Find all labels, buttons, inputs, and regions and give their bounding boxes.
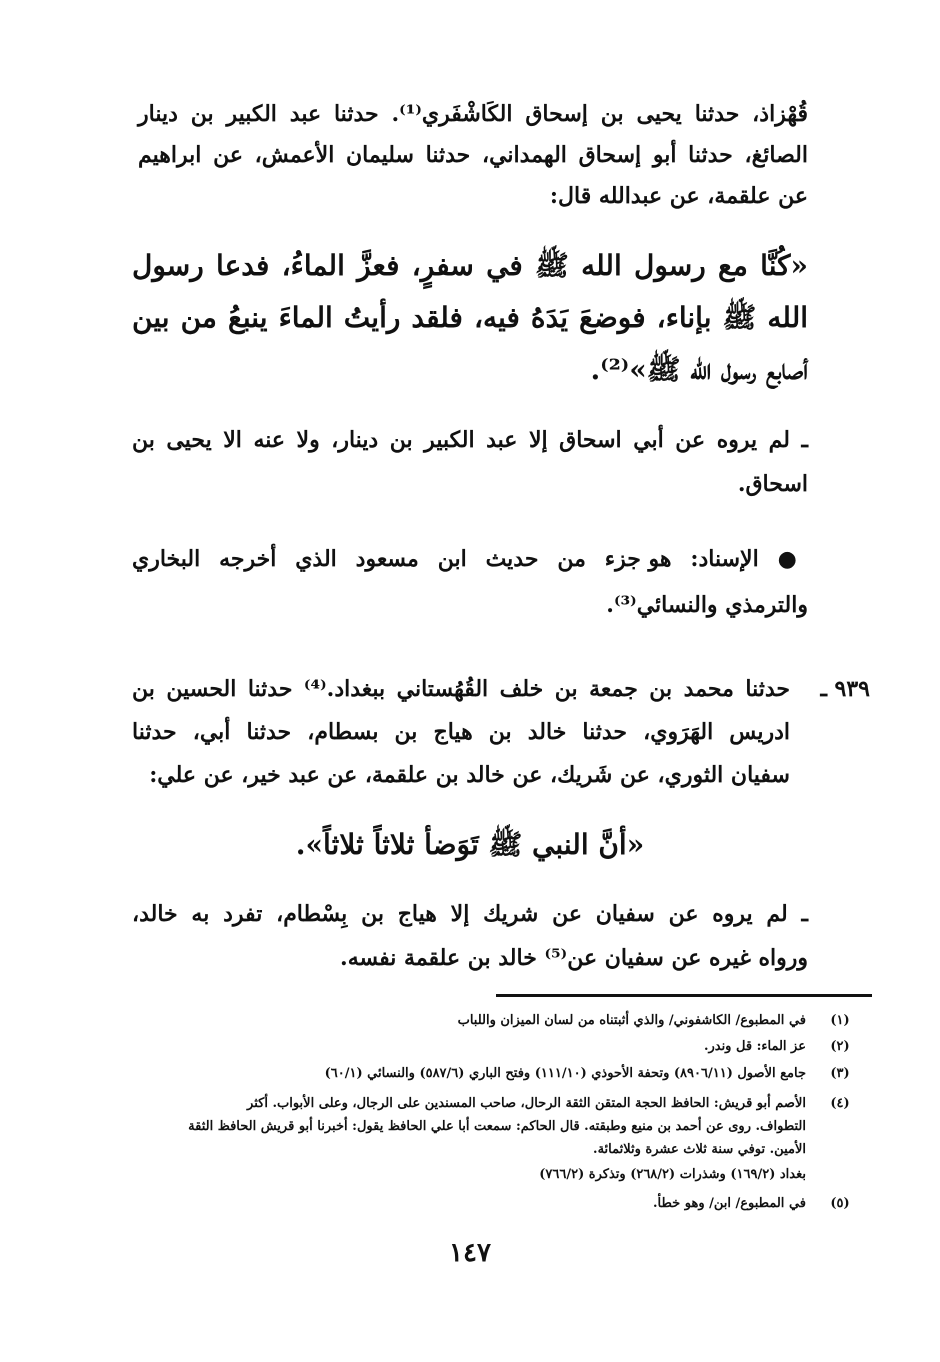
hadith-text-1: [132, 240, 808, 396]
paragraph-isnad-intro: [138, 94, 808, 217]
footnote-number: (٤): [830, 1096, 850, 1111]
footnote-text: جامع الأصول (٨٩٠٦/١١) وتحفة الأحوذي (١١١/١٠) وفتح الباري (٥٨٧/٦) والنسائي (٦٠/١): [324, 1066, 806, 1081]
text-line: [132, 536, 808, 582]
footnote-text: الأصم أبو قريش: الحافظ الحجة المتقن الثقة الرحال، صاحب المسندين على الرجال، وعلى الأبواب. أكثر: [247, 1096, 806, 1111]
footnote-number: (٢): [830, 1039, 850, 1054]
footnote-text: عز الماء: قل وندر.: [703, 1039, 806, 1054]
text-line: أصابع رسول الله ﷺ»⁽²⁾.: [590, 353, 808, 386]
text-line: سفيان الثوري، عن شَريك، عن خالد بن علقمة، عن عبد خير، عن علي:: [149, 762, 790, 788]
footnote-number: (٣): [830, 1066, 850, 1081]
footnote-number: (١): [830, 1013, 850, 1028]
hadith-939-isnad: [132, 668, 790, 797]
text-line: الله ﷺ بإناء، فوضعَ يَدَهُ فيه، فلقد رأيتُ الماءَ ينبعُ من بين: [132, 301, 808, 334]
page-number: ١٤٧: [449, 1238, 491, 1268]
footnote-text: بغداد (١٦٩/٢) وشذرات (٢٦٨/٢) وتذكرة (٧٦٦/٢): [539, 1167, 806, 1182]
text-line: الصائغ، حدثنا أبو إسحاق الهمداني، حدثنا سليمان الأعمش، عن ابراهيم: [138, 142, 808, 168]
isnad-text: هو جزء من حديث ابن مسعود الذي أخرجه البخاري: [132, 546, 672, 572]
text-line: ـ لم يروه عن سفيان عن شريك إلا هياج بن بِسْطام، تفرد به خالد،: [132, 901, 808, 927]
text-line: ـ لم يروه عن أبي اسحاق إلا عبد الكبير بن دينار، ولا عنه الا يحيى بن: [132, 427, 808, 453]
text-line: حدثنا محمد بن جمعة بن خلف القُهُستاني ببغداد.⁽⁴⁾ حدثنا الحسين بن: [132, 676, 790, 702]
isnad-label: ● الإسناد:: [690, 546, 808, 572]
hadith-number: ٩٣٩ ـ: [820, 676, 870, 702]
footnote-text: في المطبوع/ ابن/ وهو خطأ.: [653, 1196, 806, 1211]
text-line: ورواه غيره عن سفيان عن⁽⁵⁾ خالد بن علقمة نفسه.: [340, 945, 808, 971]
text-line: ادريس الهَرَوي، حدثنا خالد بن هياج بن بسطام، حدثنا أبي، حدثنا: [132, 719, 790, 745]
text-line: والترمذي والنسائي⁽³⁾.: [606, 592, 808, 618]
text-line: قُهْزاذ، حدثنا يحيى بن إسحاق الكَاشْفَري⁽¹⁾. حدثنا عبد الكبير بن دينار: [138, 101, 808, 127]
footnote-text: الأمين. توفي سنة ثلاث عشرة وثلاثمائة.: [593, 1142, 806, 1157]
text-line: عن علقمة، عن عبدالله قال:: [549, 183, 808, 209]
text-line: «كُنَّا مع رسول الله ﷺ في سفرٍ، فعزَّ الماءُ، فدعا رسول: [132, 249, 808, 282]
text-line: اسحاق.: [737, 471, 808, 497]
commentary-note-2: [132, 892, 808, 980]
footnote-separator: [496, 994, 872, 997]
footnote-text: التطواف. روى عن أحمد بن منيع وطبقته. قال الحاكم: سمعت أبا علي الحافظ يقول: أخبرنا أبو قريش الحافظ الثقة: [188, 1119, 806, 1134]
footnote-number: (٥): [830, 1196, 850, 1211]
footnote-text: في المطبوع/ الكاشفوني/ والذي أثبتناه من لسان الميزان واللباب: [457, 1013, 806, 1028]
hadith-text-2: «أنَّ النبي ﷺ تَوَضأ ثلاثاً ثلاثاً».: [295, 828, 645, 861]
isnad-paragraph: [132, 536, 808, 628]
commentary-note-1: [132, 418, 808, 506]
